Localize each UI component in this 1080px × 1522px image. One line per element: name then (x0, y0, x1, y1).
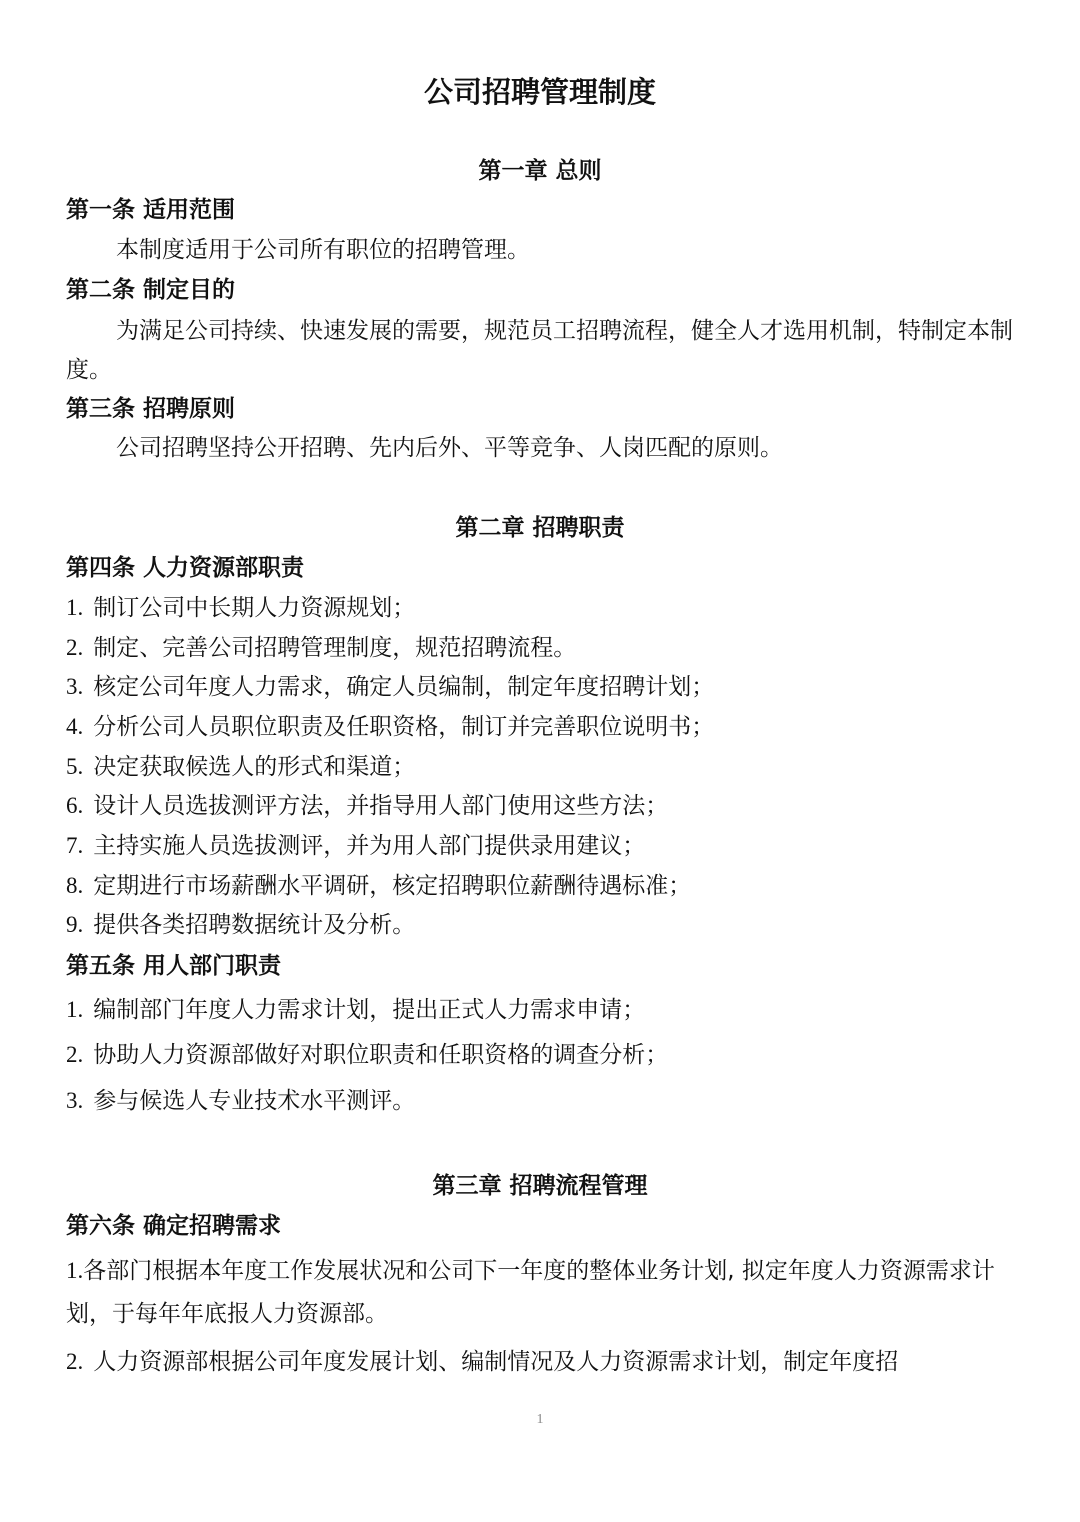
item-text: 核定公司年度人力需求，确定人员编制，制定年度招聘计划； (93, 674, 715, 700)
item-text: 参与候选人专业技术水平测评。 (93, 1088, 416, 1114)
page-number: 1 (536, 1412, 544, 1427)
item-text: 人力资源部根据公司年度发展计划、编制情况及人力资源需求计划，制定年度招 (93, 1349, 899, 1375)
list-item (66, 1345, 1016, 1379)
article-heading: 第六条 确定招聘需求 (66, 1213, 282, 1239)
item-text: 编制部门年度人力需求计划，提出正式人力需求申请； (93, 997, 646, 1023)
list-item (66, 1249, 1016, 1336)
item-text: 主持实施人员选拔测评，并为用人部门提供录用建议； (93, 833, 646, 859)
article-heading: 第二条 制定目的 (66, 277, 236, 303)
item-number: 3. (66, 674, 84, 699)
item-text: 协助人力资源部做好对职位职责和任职资格的调查分析； (93, 1042, 669, 1068)
item-number: 2. (66, 1042, 84, 1067)
article-heading: 第四条 人力资源部职责 (66, 555, 305, 581)
list-item (66, 1084, 1016, 1118)
list-item (66, 829, 1016, 863)
item-text: 定期进行市场薪酬水平调研，核定招聘职位薪酬待遇标准； (93, 873, 692, 899)
article-heading: 第五条 用人部门职责 (66, 953, 282, 979)
article-heading: 第三条 招聘原则 (66, 396, 236, 422)
item-number: 5. (66, 754, 84, 779)
item-number: 1. (66, 595, 84, 620)
item-number: 8. (66, 873, 84, 898)
list-item (66, 750, 1016, 784)
chapter-heading: 第二章 招聘职责 (455, 515, 625, 541)
list-item (66, 670, 1016, 704)
item-number: 9. (66, 912, 84, 937)
item-text: 分析公司人员职位职责及任职资格，制订并完善职位说明书； (93, 714, 715, 740)
list-item (66, 993, 1016, 1027)
item-number: 2. (66, 635, 84, 660)
list-item (66, 710, 1016, 744)
document-title: 公司招聘管理制度 (423, 75, 656, 109)
item-text: 决定获取候选人的形式和渠道； (93, 754, 416, 780)
article-text: 公司招聘坚持公开招聘、先内后外、平等竞争、人岗匹配的原则。 (116, 435, 783, 461)
item-number: 4. (66, 714, 84, 739)
list-item (66, 869, 1016, 903)
article-text: 本制度适用于公司所有职位的招聘管理。 (116, 237, 530, 263)
chapter-heading: 第一章 总则 (478, 158, 602, 184)
item-number: 1. (66, 1258, 84, 1283)
article-heading: 第一条 适用范围 (66, 197, 236, 223)
item-number: 2. (66, 1349, 84, 1374)
list-item (66, 789, 1016, 823)
chapter-heading: 第三章 招聘流程管理 (432, 1173, 648, 1199)
item-text: 各部门根据本年度工作发展状况和公司下一年度的整体业务计划, 拟定年度人力资源需求计划，于每年年底报人力资源部。 (66, 1258, 995, 1327)
item-text: 设计人员选拔测评方法，并指导用人部门使用这些方法； (93, 793, 669, 819)
list-item (66, 591, 1016, 625)
list-item (66, 1038, 1016, 1072)
item-text: 制定、完善公司招聘管理制度，规范招聘流程。 (93, 635, 577, 661)
list-item (66, 631, 1016, 665)
item-text: 提供各类招聘数据统计及分析。 (93, 912, 416, 938)
item-number: 1. (66, 997, 84, 1022)
item-text: 制订公司中长期人力资源规划； (93, 595, 416, 621)
article-text: 为满足公司持续、快速发展的需要，规范员工招聘流程，健全人才选用机制，特制定本制度。 (66, 318, 1013, 383)
item-number: 7. (66, 833, 84, 858)
list-item (66, 908, 1016, 942)
item-number: 3. (66, 1088, 84, 1113)
item-number: 6. (66, 793, 84, 818)
